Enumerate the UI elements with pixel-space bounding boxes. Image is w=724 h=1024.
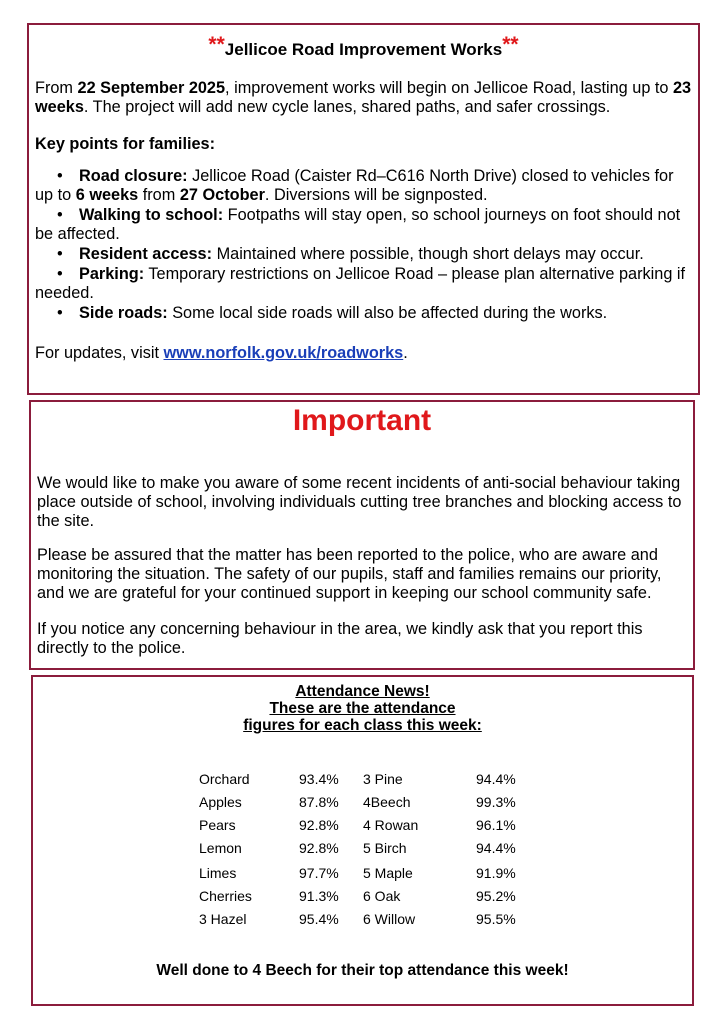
bullet-text: Temporary restrictions on Jellicoe Road – please plan alternative parking if needed.	[35, 265, 686, 302]
attendance-title	[33, 683, 692, 734]
updates-prefix: For updates, visit	[35, 344, 164, 362]
class-percent: 95.4%	[299, 911, 339, 927]
list-item	[35, 245, 692, 264]
bullet-label: Side roads:	[79, 304, 168, 322]
class-percent: 96.1%	[476, 817, 516, 833]
class-percent: 92.8%	[299, 840, 339, 856]
well-done-message: Well done to 4 Beech for their top attendance this week!	[156, 962, 569, 979]
bullet-icon: •	[57, 265, 63, 283]
list-item	[35, 265, 692, 303]
bullet-text: Some local side roads will also be affected during the works.	[167, 304, 608, 322]
updates-line	[35, 344, 692, 363]
bullet-text: Footpaths will stay open, so school journeys on foot should not be affected.	[35, 206, 681, 243]
important-para-3: If you notice any concerning behaviour in the area, we kindly ask that you report this directly to the police.	[37, 620, 643, 657]
class-percent: 94.4%	[476, 840, 516, 856]
class-name: 4 Rowan	[363, 817, 419, 833]
intro-prefix: From	[35, 79, 78, 97]
key-points-heading: Key points for families:	[35, 135, 216, 153]
intro-suffix: . The project will add new cycle lanes, shared paths, and safer crossings.	[83, 98, 611, 116]
class-name: 5 Birch	[363, 840, 407, 856]
class-percent: 91.3%	[299, 888, 339, 904]
important-notice	[29, 400, 695, 670]
class-name: Limes	[199, 865, 237, 881]
class-percent: 95.5%	[476, 911, 516, 927]
class-name: Cherries	[199, 888, 252, 904]
class-percent: 93.4%	[299, 771, 339, 787]
roadworks-notice	[27, 23, 700, 395]
intro-date: 22 September 2025	[77, 79, 226, 97]
class-name: Apples	[199, 794, 242, 810]
bullet-icon: •	[57, 167, 63, 185]
roadworks-link[interactable]: www.norfolk.gov.uk/roadworks	[163, 344, 404, 362]
class-name: 3 Pine	[363, 771, 403, 787]
key-points-list	[35, 167, 692, 324]
attendance-title-line-1: Attendance News!	[295, 683, 430, 700]
intro-weeks: 23 weeks	[35, 79, 692, 116]
class-name: 6 Oak	[363, 888, 401, 904]
bullet-label: Parking:	[79, 265, 145, 283]
roadworks-title-text: Jellicoe Road Improvement Works	[224, 40, 503, 59]
bullet-bold: 27 October	[179, 186, 265, 204]
roadworks-title	[29, 33, 698, 60]
class-percent: 87.8%	[299, 794, 339, 810]
star-left: **	[208, 33, 225, 56]
bullet-icon: •	[57, 304, 63, 322]
list-item	[35, 304, 692, 323]
bullet-label: Road closure:	[79, 167, 188, 185]
bullet-text: Jellicoe Road (Caister Rd–C616 North Drive) closed to vehicles for up to	[35, 167, 674, 204]
class-percent: 92.8%	[299, 817, 339, 833]
intro-mid: , improvement works will begin on Jellicoe Road, lasting up to	[225, 79, 673, 97]
class-percent: 99.3%	[476, 794, 516, 810]
important-title: Important	[292, 404, 432, 437]
class-percent: 95.2%	[476, 888, 516, 904]
class-percent: 97.7%	[299, 865, 339, 881]
class-name: 6 Willow	[363, 911, 416, 927]
important-para-1: We would like to make you aware of some recent incidents of anti-social behaviour taking place outside of school, involving individuals cutting tree branches and blocking access to the site.	[37, 474, 682, 530]
class-name: 5 Maple	[363, 865, 413, 881]
class-name: Orchard	[199, 771, 250, 787]
bullet-text: . Diversions will be signposted.	[264, 186, 488, 204]
class-percent: 94.4%	[476, 771, 516, 787]
class-name: Lemon	[199, 840, 242, 856]
bullet-text: from	[138, 186, 180, 204]
attendance-title-line-2: These are the attendance	[269, 700, 456, 717]
class-name: Pears	[199, 817, 236, 833]
class-percent: 91.9%	[476, 865, 516, 881]
bullet-icon: •	[57, 245, 63, 263]
list-item	[35, 167, 692, 205]
bullet-icon: •	[57, 206, 63, 224]
important-para-2: Please be assured that the matter has been reported to the police, who are aware and monitoring the situation. The safety of our pupils, staff and families remains our priority, and we are grateful for your continued support in keeping our school community safe.	[37, 546, 662, 602]
bullet-bold: 6 weeks	[75, 186, 139, 204]
attendance-title-line-3: figures for each class this week:	[243, 717, 482, 734]
list-item	[35, 206, 692, 244]
bullet-label: Walking to school:	[79, 206, 224, 224]
class-name: 3 Hazel	[199, 911, 247, 927]
attendance-news	[31, 675, 694, 1006]
updates-suffix: .	[403, 344, 408, 362]
bullet-text: Maintained where possible, though short delays may occur.	[212, 245, 644, 263]
roadworks-intro	[35, 79, 692, 117]
star-right: **	[502, 33, 519, 56]
bullet-label: Resident access:	[79, 245, 213, 263]
class-name: 4Beech	[363, 794, 411, 810]
